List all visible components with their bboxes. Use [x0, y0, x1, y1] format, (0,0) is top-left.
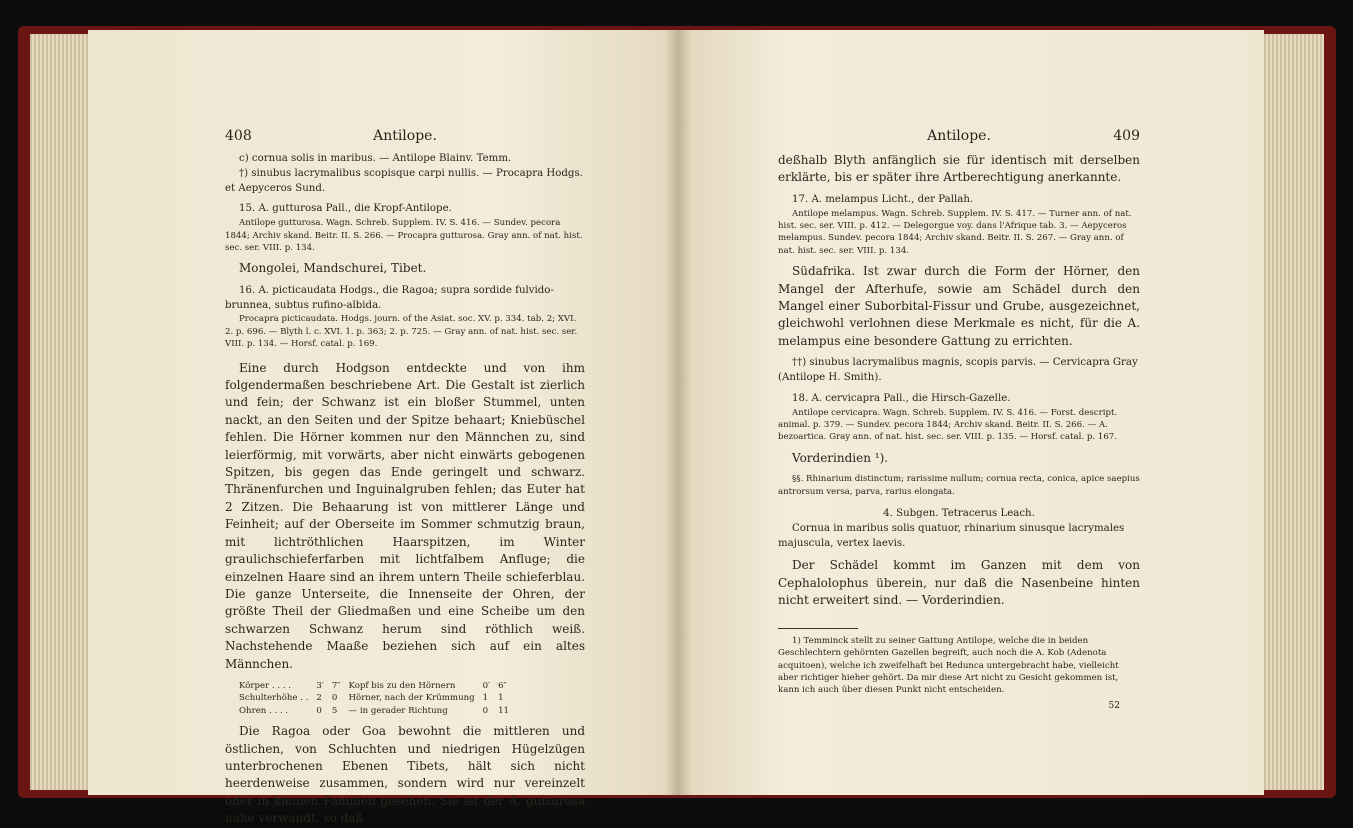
closing-paragraph: Die Ragoa oder Goa bewohnt die mittleren und östlichen, von Schluchten und niedrigen Hügelzügen unterbrochenen Ebenen Tibets, hält sich nicht heerdenweise zusammen, sondern wird nur vereinzelt oder in kleinen Familien gesehen. Sie ist der A. gutturosa nahe verwandt, so daß	[225, 724, 585, 826]
page-number: 408	[225, 128, 252, 144]
footnote-rule	[778, 628, 858, 629]
page-edges-right	[1262, 34, 1324, 790]
measurement-cell: 1	[498, 693, 504, 704]
measurements-table	[235, 680, 513, 717]
text-block: Vorderindien ¹).	[792, 450, 889, 465]
text-block: Südafrika. Ist zwar durch die Form der Hörner, den Mangel der Afterhufe, sowie am Schädel durch den Mangel einer Suborbital-Fissur und Grube, ausgezeichnet, gleichwohl verlohnen diese Merkmale es nicht, für die A. melampus eine besondere Gattung zu errichten.	[778, 264, 1140, 348]
measurement-cell: Kopf bis zu den Hörnern	[348, 680, 456, 691]
left-text-column	[225, 128, 585, 828]
left-blocks	[225, 152, 585, 673]
text-block: §§. Rhinarium distinctum; rarissime nullum; cornua recta, conica, apice saepius antrorsum versa, parva, rarius elongata.	[778, 474, 1140, 497]
text-block: 4. Subgen. Tetracerus Leach.	[883, 508, 1035, 520]
measurement-cell: 2	[316, 693, 322, 704]
text-block: 16. A. picticaudata Hodgs., die Ragoa; supra sordide fulvido-brunnea, subtus rufino-albida.	[225, 284, 554, 311]
text-block: Mongolei, Mandschurei, Tibet.	[239, 261, 427, 276]
measurement-cell: 3′	[316, 680, 324, 691]
measurement-cell: — in gerader Richtung	[348, 705, 448, 716]
running-head: Antilope.	[927, 128, 991, 144]
measurement-cell: Ohren . . . .	[239, 705, 289, 716]
measurement-cell: Hörner, nach der Krümmung	[348, 693, 475, 704]
text-block: Der Schädel kommt im Ganzen mit dem von Cephalolophus überein, nur daß die Nasenbeine hinten nicht erweitert sind. — Vorderindien.	[778, 558, 1140, 608]
measurement-row	[235, 705, 513, 717]
footnote: 1) Temminck stellt zu seiner Gattung Antilope, welche die in beiden Geschlechtern gehörnten Gazellen begreift, auch noch die A. Kob (Adenota acquitoen), welche ich zweifelhaft bei Redunca untergebracht habe, vielleicht aber richtiger hieher gehört. Da mir diese Art nicht zu Gesicht gekommen ist, kann ich auch über diesen Punkt nicht entscheiden.	[778, 635, 1119, 696]
right-text-column	[778, 128, 1140, 711]
text-block: †) sinubus lacrymalibus scopisque carpi nullis. — Procapra Hodgs. et Aepyceros Sund.	[225, 167, 583, 194]
measurement-cell: Schulterhöhe . .	[239, 693, 309, 704]
text-block: Cornua in maribus solis quatuor, rhinarium sinusque lacrymales majuscula, vertex laevis.	[778, 522, 1125, 549]
page-edges-left	[30, 34, 90, 790]
text-block: 15. A. gutturosa Pall., die Kropf-Antilope.	[239, 203, 452, 215]
text-block: Eine durch Hodgson entdeckte und von ihm folgendermaßen beschriebene Art. Die Gestalt ist zierlich und fein; der Schwanz ist ein bloßer Stummel, unten nackt, an den Seiten und der Spitze behaart; Kniebüschel fehlen. Die Hörner kommen nur den Männchen zu, sind leierförmig, mit vorwärts, aber nicht einwärts gebogenen Spitzen, bis gegen das Ende geringelt und schwarz. Thränenfurchen und Inguinalgruben fehlen; das Euter hat 2 Zitzen. Die Behaarung ist von mittlerer Länge und Feinheit; auf der Oberseite im Sommer schmutzig braun, mit lichtröthlichen Haarspitzen, im Winter graulichschieferfarben mit lichtfalbem Anfluge; die einzelnen Haare sind an ihrem untern Theile schieferblau. Die ganze Unterseite, die Innenseite der Ohren, der größte Theil der Gliedmaßen und eine Scheibe um den schwarzen Schwanz herum sind röthlich weiß. Nachstehende Maaße beziehen sich auf ein altes Männchen.	[225, 360, 585, 671]
measurement-cell: 7″	[331, 680, 341, 691]
text-block: 17. A. melampus Licht., der Pallah.	[792, 193, 974, 205]
signature-mark: 52	[1108, 700, 1120, 711]
measurement-cell: 0	[482, 705, 489, 716]
measurement-cell: 0	[331, 693, 338, 704]
text-block: Antilope cervicapra. Wagn. Schreb. Supplem. IV. S. 416. — Forst. descript. animal. p. 379. — Sundev. pecora 1844; Archiv skand. Beitr. II. S. 266. — A. bezoartica. Gray ann. of nat. hist. sec. ser. VIII. p. 135. — Horsf. catal. p. 167.	[778, 407, 1118, 443]
measurement-row	[235, 680, 513, 692]
measurement-row	[235, 692, 513, 704]
running-head: Antilope.	[373, 128, 437, 144]
measurement-cell: 1	[482, 693, 489, 704]
opening-paragraph: deßhalb Blyth anfänglich sie für identisch mit derselben erklärte, bis er später ihre Artberechtigung anerkannte.	[778, 153, 1140, 185]
text-block: ††) sinubus lacrymalibus magnis, scopis parvis. — Cervicapra Gray (Antilope H. Smith).	[778, 357, 1138, 384]
book-gutter	[664, 30, 692, 795]
measurement-cell: 6″	[498, 680, 507, 691]
text-block: 18. A. cervicapra Pall., die Hirsch-Gazelle.	[792, 392, 1011, 404]
measurement-cell: 11	[498, 705, 510, 716]
text-block: Antilope gutturosa. Wagn. Schreb. Supplem. IV. S. 416. — Sundev. pecora 1844; Archiv skand. Beitr. II. S. 266. — Procapra gutturosa. Gray ann. of nat. hist. sec. ser. VIII. p. 134.	[225, 218, 583, 253]
measurement-cell: 0	[316, 705, 322, 716]
page-number: 409	[1113, 128, 1140, 144]
left-header	[225, 128, 585, 152]
right-header	[778, 128, 1140, 152]
right-blocks	[778, 193, 1140, 610]
measurement-cell: 5	[331, 705, 338, 716]
measurement-cell: Körper . . . .	[239, 680, 292, 691]
text-block: Antilope melampus. Wagn. Schreb. Supplem. IV. S. 417. — Turner ann. of nat. hist. sec. ser. VIII. p. 412. — Delegorgue voy. dans l'Afrique tab. 3. — Aepyceros melampus. Sundev. pecora 1844; Archiv skand. Beitr. II. S. 267. — Gray ann. of nat. hist. sec. ser. VIII. p. 134.	[778, 208, 1132, 256]
text-block: c) cornua solis in maribus. — Antilope Blainv. Temm.	[239, 153, 512, 164]
measurement-cell: 0′	[482, 680, 491, 691]
text-block: Procapra picticaudata. Hodgs. journ. of the Asiat. soc. XV. p. 334. tab. 2; XVI. 2. p. 696. — Blyth l. c. XVI. 1. p. 363; 2. p. 725. — Gray ann. of nat. hist. sec. ser. VIII. p. 134. — Horsf. catal. p. 169.	[225, 314, 578, 350]
